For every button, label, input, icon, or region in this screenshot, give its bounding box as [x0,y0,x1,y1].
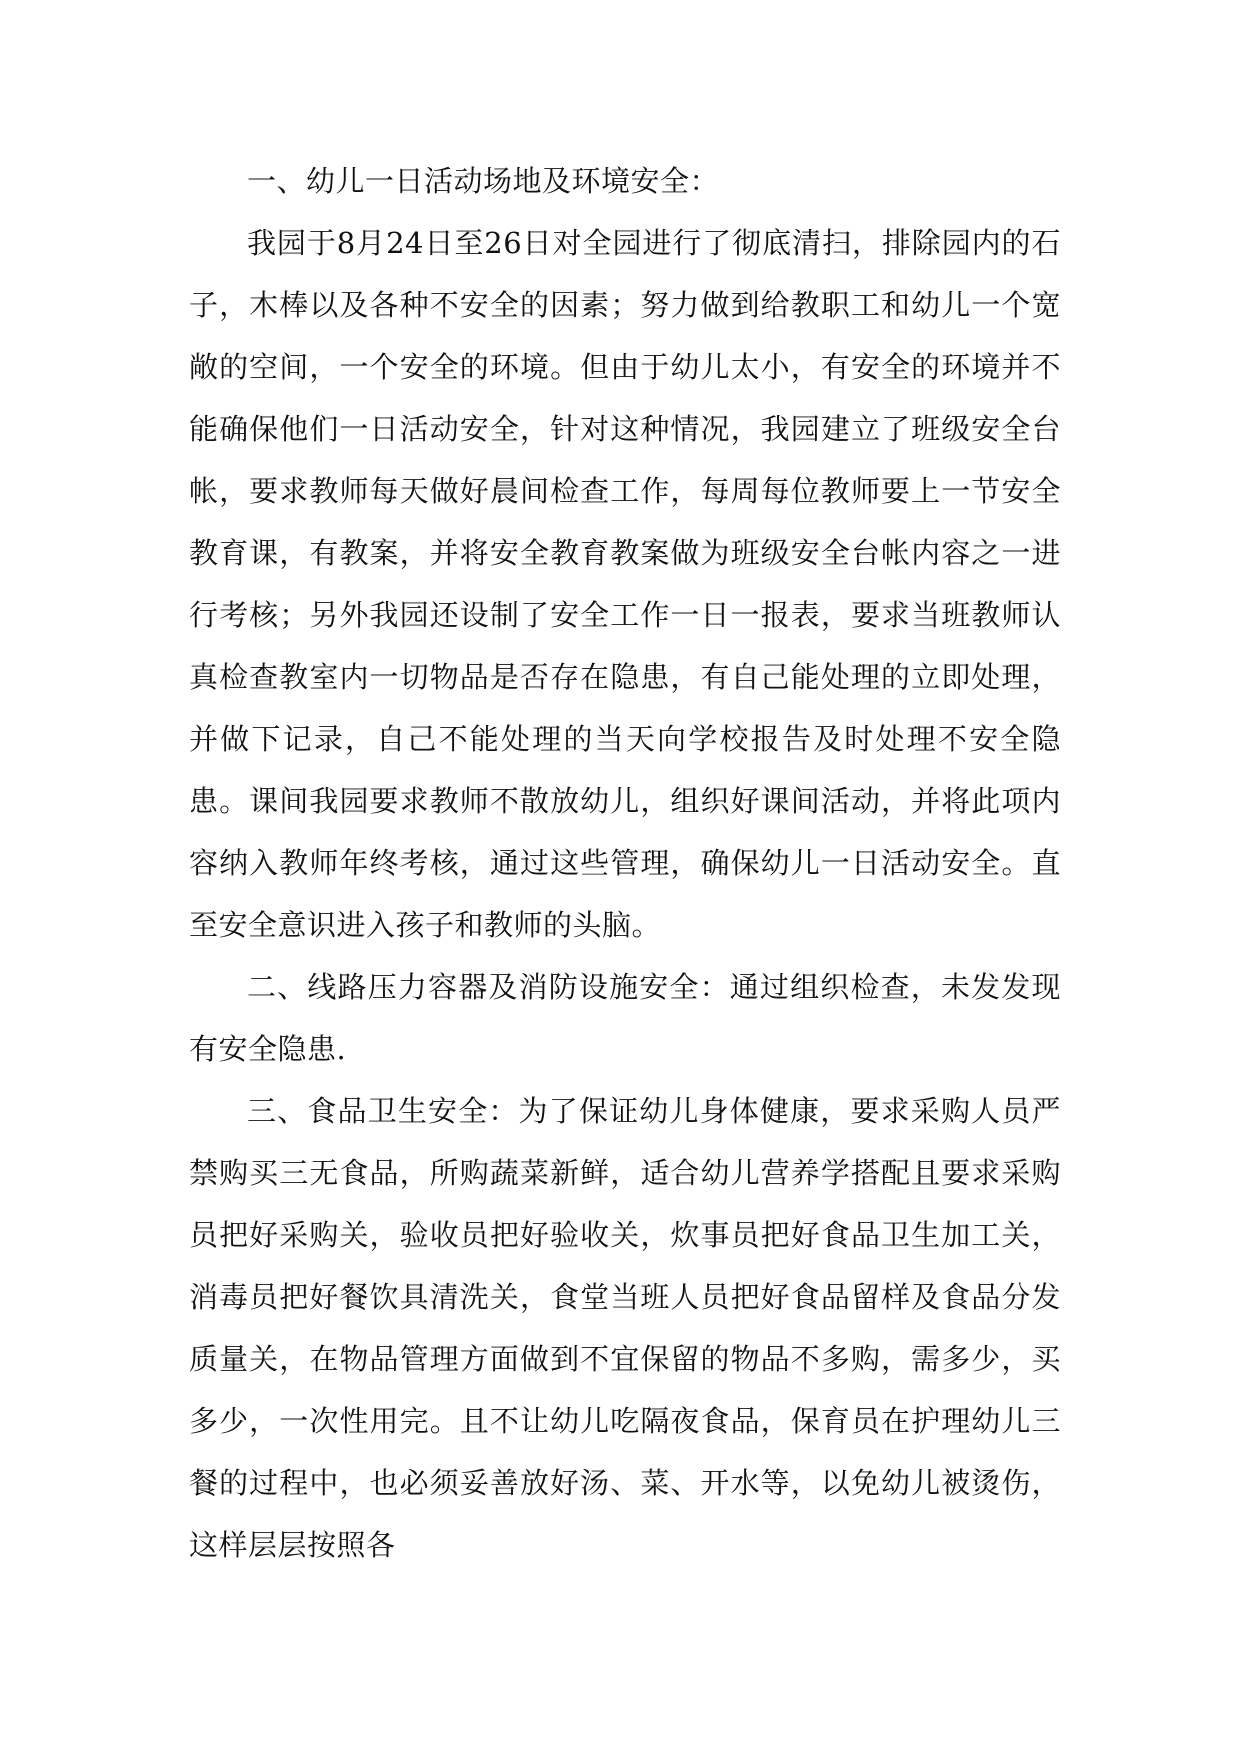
paragraph-section-two: 二、线路压力容器及消防设施安全：通过组织检查，未发发现有安全隐患. [189,970,1061,1066]
paragraph-section-one-heading: 一、幼儿一日活动场地及环境安全： [247,164,720,198]
paragraph-section-three: 三、食品卫生安全：为了保证幼儿身体健康，要求采购人员严禁购买三无食品，所购蔬菜新鲜，适合幼儿营养学搭配且要求采购员把好采购关，验收员把好验收关，炊事员把好食品卫生加工关，消毒员把好餐饮具清洗关，食堂当班人员把好食品留样及食品分发质量关，在物品管理方面做到不宜保留的物品不多购，需多少，买多少，一次性用完。且不让幼儿吃隔夜食品，保育员在护理幼儿三餐的过程中，也必须妥善放好汤、菜、开水等，以免幼儿被烫伤，这样层层按照各 [189,1094,1061,1562]
document-body [189,150,1061,1576]
paragraph-section-one-body: 我园于8月24日至26日对全园进行了彻底清扫，排除园内的石子，木棒以及各种不安全的因素；努力做到给教职工和幼儿一个宽敞的空间，一个安全的环境。但由于幼儿太小，有安全的环境并不能确保他们一日活动安全，针对这种情况，我园建立了班级安全台帐，要求教师每天做好晨间检查工作，每周每位教师要上一节安全教育课，有教案，并将安全教育教案做为班级安全台帐内容之一进行考核；另外我园还设制了安全工作一日一报表，要求当班教师认真检查教室内一切物品是否存在隐患，有自己能处理的立即处理，并做下记录，自己不能处理的当天向学校报告及时处理不安全隐患。课间我园要求教师不散放幼儿，组织好课间活动，并将此项内容纳入教师年终考核，通过这些管理，确保幼儿一日活动安全。直至安全意识进入孩子和教师的头脑。 [189,226,1061,942]
